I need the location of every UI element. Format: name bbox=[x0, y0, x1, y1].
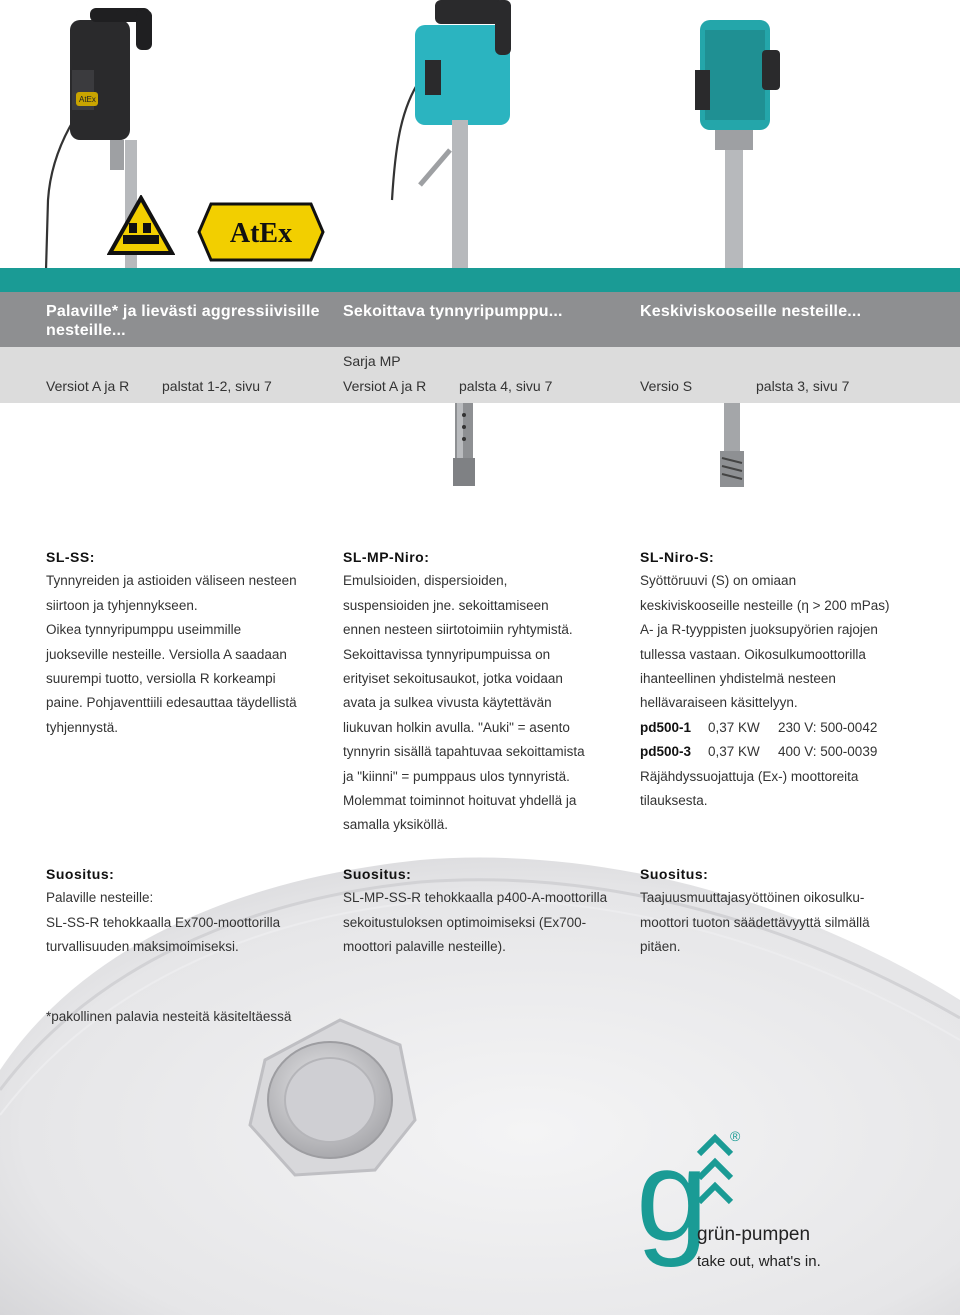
column-1-heading: SL-SS: bbox=[46, 549, 95, 565]
column-3-line: ihanteellinen yhdistelmä nesteen bbox=[640, 671, 836, 687]
svg-text:AtEx: AtEx bbox=[79, 95, 96, 104]
pump-sl-mp-tube-image bbox=[445, 403, 485, 488]
version-band bbox=[0, 347, 960, 403]
column-1-line: juokseville nesteille. Versiolla A saadaan bbox=[46, 646, 287, 662]
column-1-ref: palstat 1-2, sivu 7 bbox=[162, 378, 272, 394]
column-3-ref: palsta 3, sivu 7 bbox=[756, 378, 850, 394]
column-1-line: Oikea tynnyripumppu useimmille bbox=[46, 622, 242, 638]
column-3-heading: SL-Niro-S: bbox=[640, 549, 715, 565]
column-1-rec-line: turvallisuuden maksimoimiseksi. bbox=[46, 939, 239, 955]
column-3-rec-line: moottori tuoton säädettävyyttä silmällä bbox=[640, 914, 870, 930]
column-2-version: Versiot A ja R bbox=[343, 378, 427, 394]
column-1-line: Tynnyreiden ja astioiden väliseen nesteen bbox=[46, 573, 297, 589]
model-row bbox=[640, 716, 940, 740]
model-row bbox=[640, 740, 940, 764]
column-2-ref: palsta 4, sivu 7 bbox=[459, 378, 553, 394]
corrosive-hazard-sign-icon bbox=[107, 195, 175, 257]
column-2-line: ennen nesteen siirtotoimiin ryhtymistä. bbox=[343, 622, 573, 638]
column-1-rec-heading: Suositus: bbox=[46, 866, 115, 882]
atex-logo bbox=[197, 202, 325, 262]
column-1-line: tyhjennystä. bbox=[46, 719, 119, 735]
column-2-line: tynnyrin sisällä tapahtuvaa sekoittamista bbox=[343, 744, 585, 760]
model-spec: 400 V: 500-0039 bbox=[778, 744, 878, 760]
column-1-rec-line: Palaville nesteille: bbox=[46, 890, 154, 906]
column-2-line: ja "kiinni" = pumppaus ulos tynnyristä. bbox=[343, 768, 570, 784]
column-1-line: paine. Pohjaventtiili edesauttaa täydellistä bbox=[46, 695, 297, 711]
model-power: 0,37 KW bbox=[708, 744, 760, 760]
pump-sl-niro-s-tube-image bbox=[712, 403, 752, 488]
column-3-version: Versio S bbox=[640, 378, 693, 394]
column-3-line: Räjähdyssuojattuja (Ex-) moottoreita bbox=[640, 768, 859, 784]
column-1-title: Palaville* ja lievästi aggressiivisille nesteille... bbox=[46, 303, 320, 339]
column-1-line: suurempi tuotto, versiolla R korkeampi bbox=[46, 671, 276, 687]
column-2-title: Sekoittava tynnyripumppu... bbox=[343, 303, 563, 320]
column-2-rec-line: sekoitustuloksen optimoimiseksi (Ex700- bbox=[343, 914, 587, 930]
column-2-rec-heading: Suositus: bbox=[343, 866, 412, 882]
brand-tagline: take out, what's in. bbox=[697, 1253, 821, 1270]
column-3-rec-line: Taajuusmuuttajasyöttöinen oikosulku- bbox=[640, 890, 865, 906]
column-1-line: siirtoon ja tyhjennykseen. bbox=[46, 597, 198, 613]
column-2-line: samalla yksiköllä. bbox=[343, 817, 449, 833]
accent-band bbox=[0, 268, 960, 292]
footnote: *pakollinen palavia nesteitä käsiteltäessä bbox=[46, 1009, 292, 1024]
svg-text:AtEx: AtEx bbox=[229, 218, 293, 249]
column-2-description bbox=[343, 545, 633, 838]
brand-chevrons-icon bbox=[695, 1132, 735, 1212]
column-2-rec-line: moottori palaville nesteille). bbox=[343, 939, 506, 955]
column-1-version: Versiot A ja R bbox=[46, 378, 130, 394]
pump-sl-mp-image bbox=[390, 0, 540, 270]
model-code: pd500-3 bbox=[640, 744, 692, 760]
model-code: pd500-1 bbox=[640, 719, 692, 735]
column-1-description bbox=[46, 545, 336, 740]
column-2-rec-line: SL-MP-SS-R tehokkaalla p400-A-moottorilla bbox=[343, 890, 608, 906]
column-2-line: Emulsioiden, dispersioiden, bbox=[343, 573, 508, 589]
column-3-title: Keskiviskooseille nesteille... bbox=[640, 303, 862, 320]
model-spec: 230 V: 500-0042 bbox=[778, 719, 878, 735]
column-3-line: A- ja R-tyyppisten juoksupyörien rajojen bbox=[640, 622, 878, 638]
model-power: 0,37 KW bbox=[708, 719, 760, 735]
column-2-line: Molemmat toiminnot hoituvat yhdellä ja bbox=[343, 793, 577, 809]
column-3-line: tilauksesta. bbox=[640, 793, 708, 809]
column-2-line: avata ja sulkea vivusta käytettävän bbox=[343, 695, 552, 711]
column-3-description bbox=[640, 545, 940, 813]
column-3-line: Syöttöruuvi (S) on omiaan bbox=[640, 573, 797, 589]
column-3-recommendation bbox=[640, 862, 930, 960]
column-2-series: Sarja MP bbox=[343, 353, 401, 369]
column-3-rec-heading: Suositus: bbox=[640, 866, 709, 882]
column-3-line: hellävaraiseen käsittelyyn. bbox=[640, 695, 798, 711]
column-2-heading: SL-MP-Niro: bbox=[343, 549, 430, 565]
registered-mark: ® bbox=[730, 1128, 741, 1144]
column-1-rec-line: SL-SS-R tehokkaalla Ex700-moottorilla bbox=[46, 914, 281, 930]
column-2-line: erityiset sekoitusaukot, jotka voidaan bbox=[343, 671, 563, 687]
column-2-line: suspensioiden jne. sekoittamiseen bbox=[343, 597, 549, 613]
column-2-recommendation bbox=[343, 862, 633, 960]
brand-name: grün-pumpen bbox=[697, 1224, 811, 1245]
brand-logo-letter: g bbox=[636, 1122, 709, 1268]
column-3-line: tullessa vastaan. Oikosulkumoottorilla bbox=[640, 646, 866, 662]
column-3-line: keskiviskooseille nesteille (η > 200 mPas) bbox=[640, 597, 890, 613]
column-3-rec-line: pitäen. bbox=[640, 939, 681, 955]
column-1-recommendation bbox=[46, 862, 336, 960]
column-2-line: Sekoittavissa tynnyripumpuissa on bbox=[343, 646, 551, 662]
column-2-line: liukuvan holkin avulla. "Auki" = asento bbox=[343, 719, 570, 735]
pump-sl-niro-s-image bbox=[670, 0, 810, 270]
